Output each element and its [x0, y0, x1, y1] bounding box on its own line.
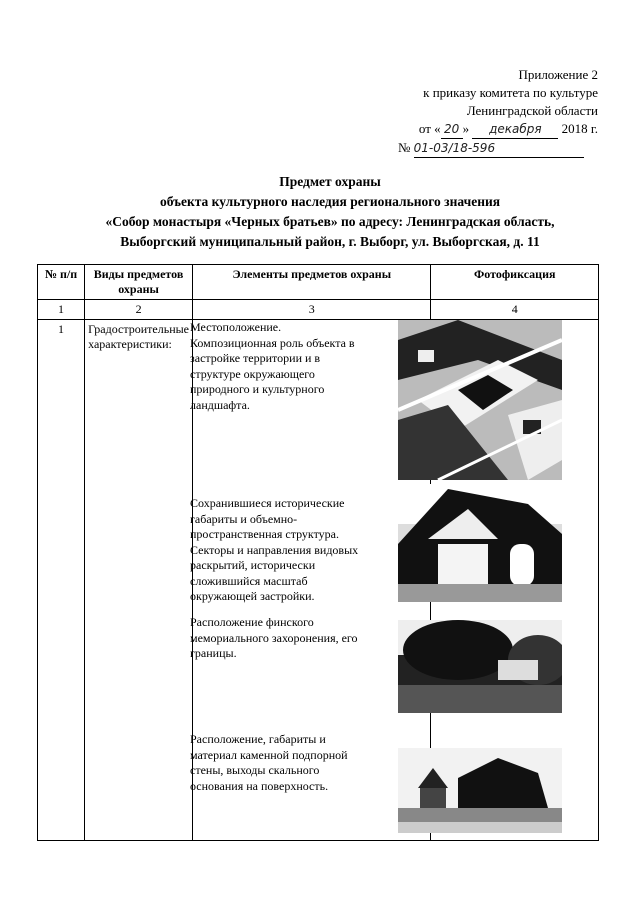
date-year: 2018 г.	[561, 121, 598, 136]
appendix-number	[358, 139, 598, 158]
appendix-block	[358, 66, 598, 158]
retaining-wall-photo	[398, 748, 562, 833]
date-day: 20	[441, 120, 463, 139]
row-number: 1	[38, 320, 85, 841]
building-photo	[398, 484, 562, 602]
appendix-line-2: к приказу комитета по культуре	[423, 85, 598, 100]
title-line-4: Выборгский муниципальный район, г. Выборг, ул. Выборгская, д. 11	[120, 234, 540, 249]
table-header-row	[38, 265, 599, 300]
element-text: Расположение финского мемориального захоронения, его границы.	[190, 615, 358, 660]
element-text: Сохранившиеся исторические габариты и объемно-пространственная структура. Секторы и направления видовых раскрытий, исторически сложившийся масштаб окружающей застройки.	[190, 496, 359, 603]
header-type: Виды предметов охраны	[85, 265, 193, 300]
row-type: Градостроительные характеристики:	[85, 320, 193, 841]
element-text: Местоположение. Композиционная роль объекта в застройке территории и в структуре окружающего природного и культурного ландшафта.	[190, 320, 355, 412]
element-text: Расположение, габариты и материал каменной подпорной стены, выходы скального основания на поверхность.	[190, 732, 348, 793]
date-prefix: от «	[418, 121, 441, 136]
date-month: декабря	[472, 120, 558, 139]
col-number: 3	[193, 300, 431, 320]
title-line-1: Предмет охраны	[279, 174, 381, 189]
aerial-photo	[398, 320, 562, 480]
appendix-line-3: Ленинградской области	[466, 103, 598, 118]
title-line-3: «Собор монастыря «Черных братьев» по адресу: Ленинградская область,	[105, 214, 555, 229]
order-number: 01-03/18-596	[414, 139, 584, 158]
col-number: 4	[431, 300, 599, 320]
title-line-2: объекта культурного наследия регионального значения	[159, 194, 501, 209]
appendix-line-1: Приложение 2	[518, 67, 598, 82]
col-number: 2	[85, 300, 193, 320]
header-photo: Фотофиксация	[431, 265, 599, 300]
column-number-row	[38, 300, 599, 320]
date-mid: »	[462, 121, 470, 136]
appendix-date	[358, 120, 598, 139]
document-title	[40, 172, 620, 252]
header-elements: Элементы предметов охраны	[193, 265, 431, 300]
col-number: 1	[38, 300, 85, 320]
burial-site-photo	[398, 620, 562, 713]
number-prefix: №	[398, 140, 411, 155]
header-num: № п/п	[38, 265, 85, 300]
